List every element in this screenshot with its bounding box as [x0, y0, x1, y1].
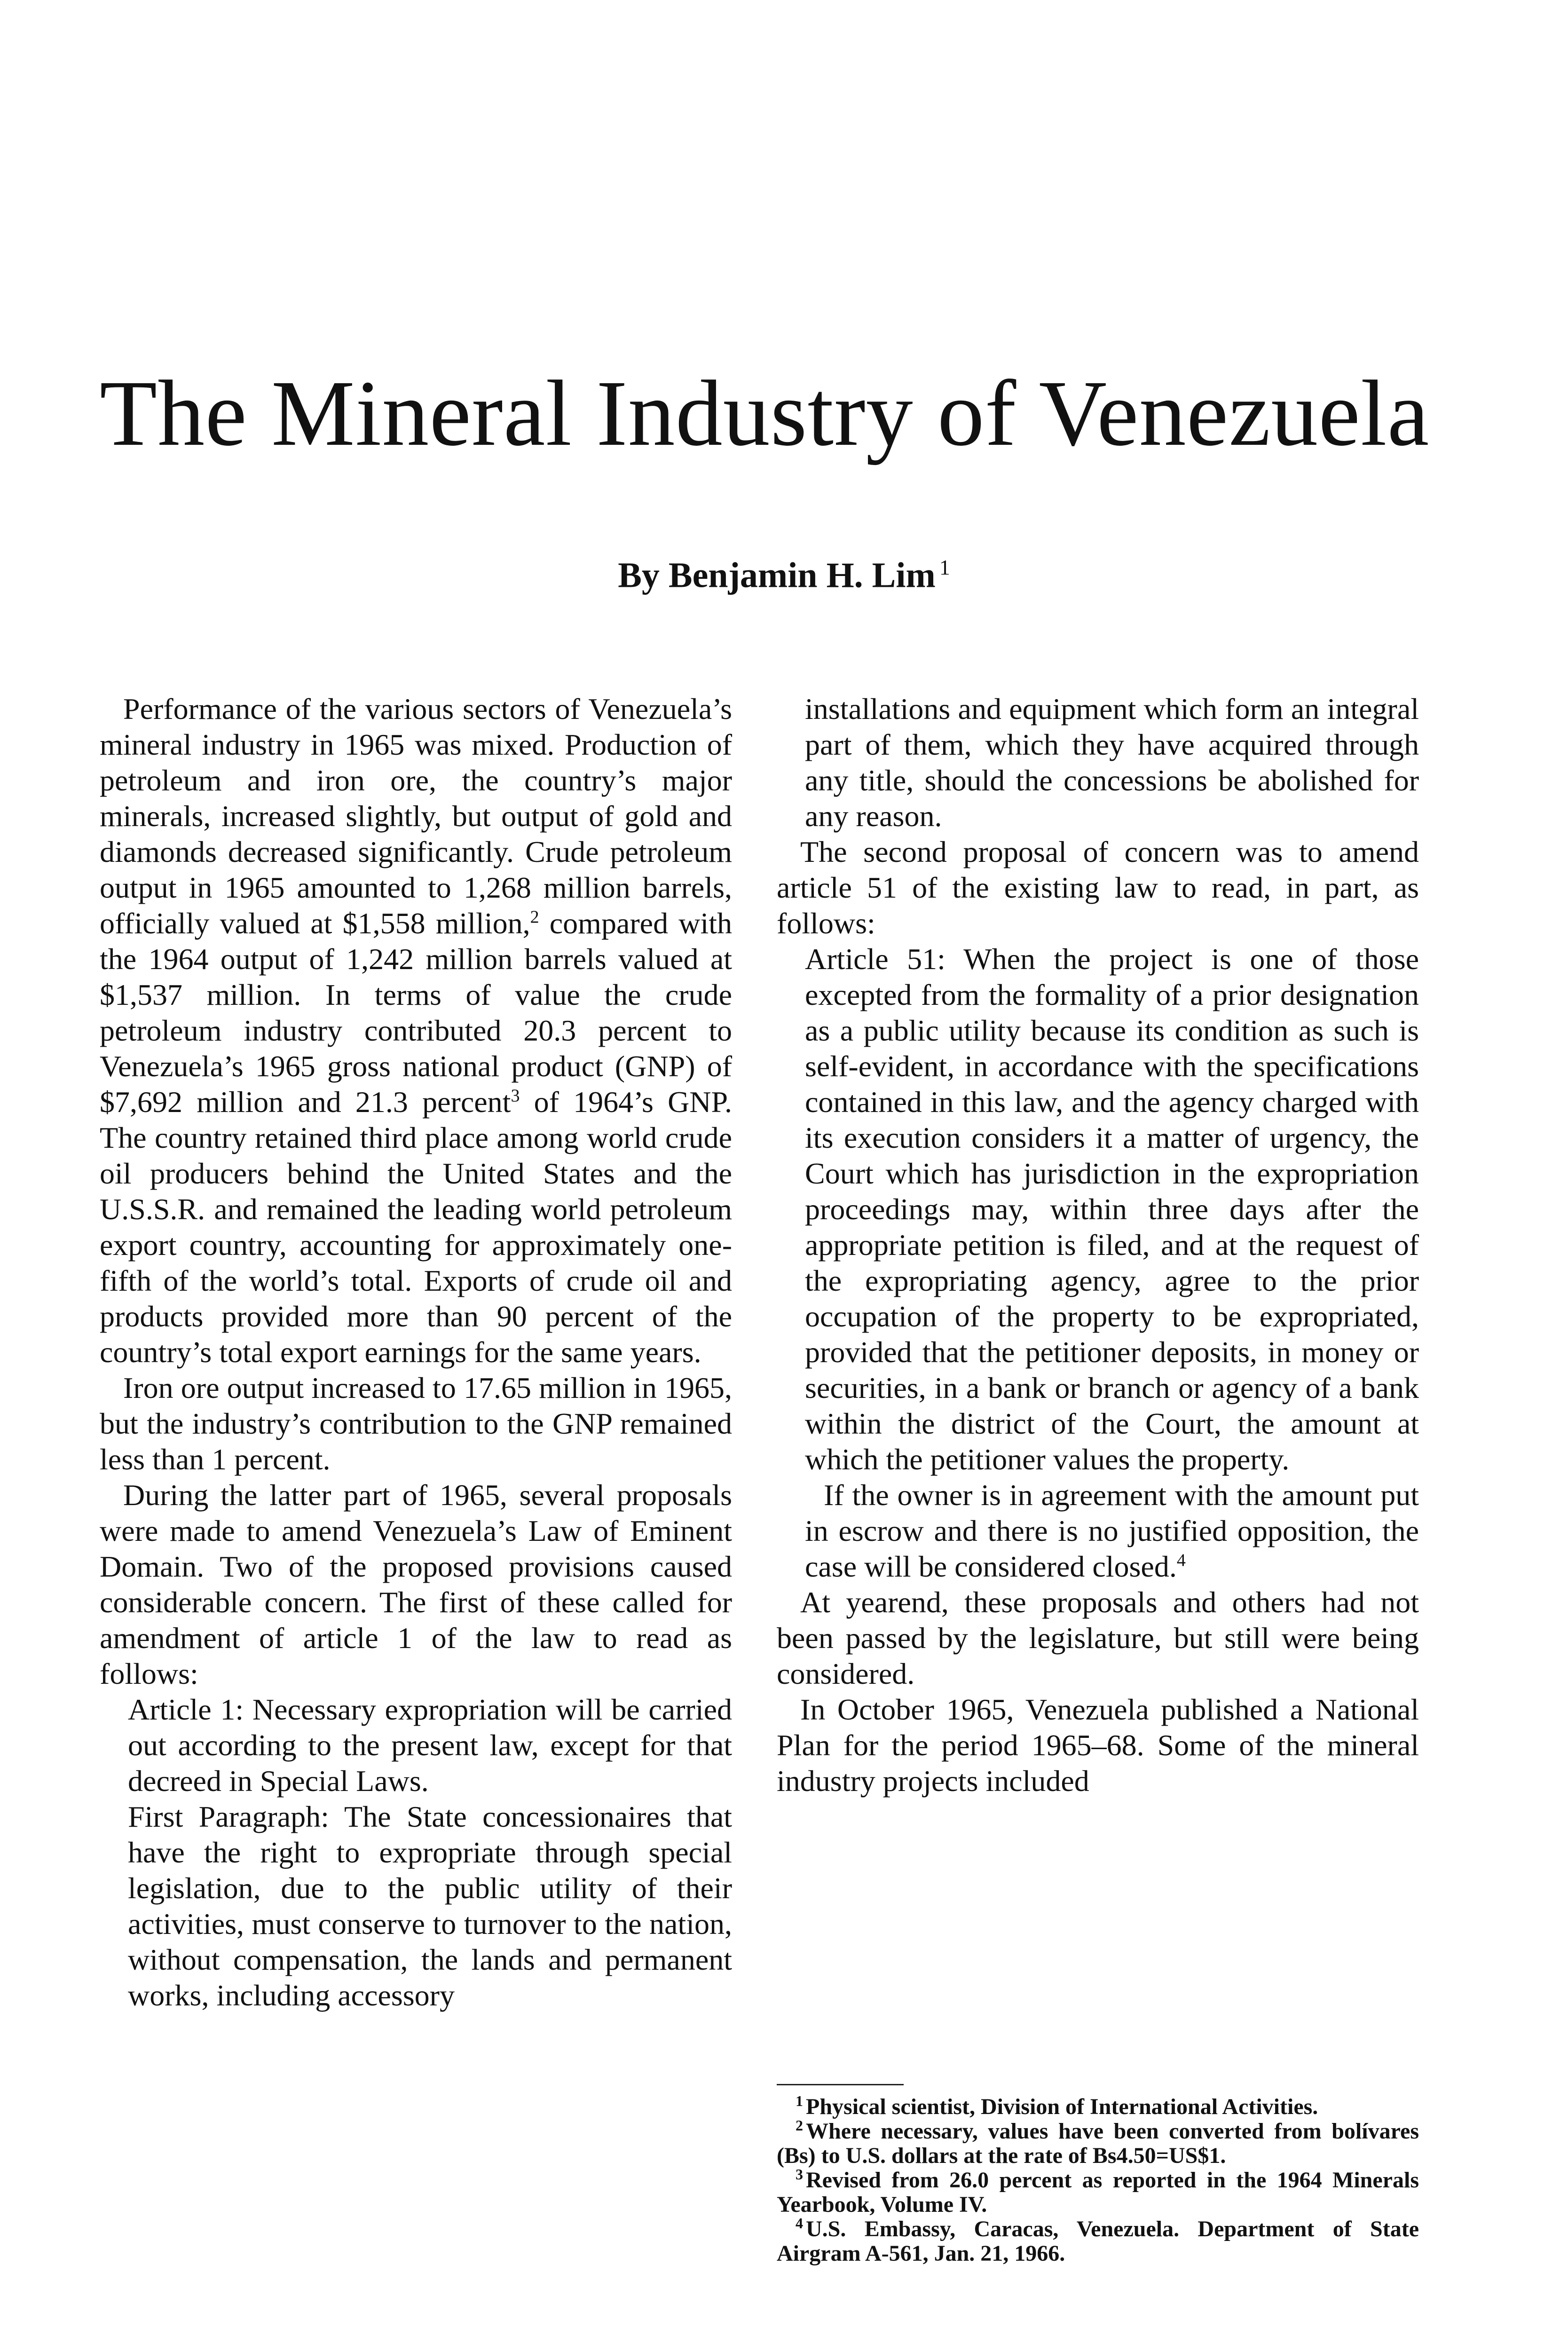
footnote-mark: 4	[796, 2215, 803, 2232]
footnote-mark: 1	[796, 2092, 803, 2109]
footnote-mark: 2	[796, 2117, 803, 2134]
paragraph-yearend: At yearend, these proposals and others had not been passed by the legislature, but still were being considered.	[777, 1586, 1419, 1690]
author-footnote-marker: 1	[939, 555, 950, 579]
footnote-mark: 3	[796, 2166, 803, 2183]
quote-article-51: Article 51: When the project is one of those excepted from the formality of a prior designation as a public utility because its condition as such is self-evident, in accordance with the specifications contained in this law, and the agency charged with its execution considers it a matter of urgency, the Court which has jurisdiction in the expropriation proceedings may, within three days after the appropriate petition is filed, and at the request of the expropriating agency, agree to the prior occupation of the property to be expropriated, provided that the petitioner deposits, in money or securities, in a bank or branch or agency of a bank within the district of the Court, the amount at which the petitioner values the property.	[805, 942, 1419, 1476]
footnote-text: Where necessary, values have been converted from bolívares (Bs) to U.S. dollars at the rate of Bs4.50=US$1.	[777, 2119, 1419, 2168]
paragraph-iron-ore: Iron ore output increased to 17.65 million in 1965, but the industry’s contribution to the GNP remained less than 1 percent.	[100, 1371, 732, 1476]
quote-article-1: Article 1: Necessary expropriation will be carried out according to the present law, except for that decreed in Special Laws.	[128, 1693, 732, 1798]
footnote-item	[777, 2217, 1419, 2266]
footnote-text: Revised from 26.0 percent as reported in the 1964 Minerals Yearbook, Volume IV.	[777, 2168, 1419, 2217]
quote-first-paragraph: First Paragraph: The State concessionaires that have the right to expropriate through special legislation, due to the public utility of their activities, must conserve to turnover to the nation, without compensation, the lands and permanent works, including accessory	[128, 1800, 732, 2012]
quote-first-paragraph-continued: installations and equipment which form an integral part of them, which they have acquired through any title, should the concessions be abolished for any reason.	[805, 692, 1419, 833]
quote-owner-agreement-text: If the owner is in agreement with the amount put in escrow and there is no justified opposition, the case will be considered closed.	[805, 1478, 1419, 1583]
footnote-text: U.S. Embassy, Caracas, Venezuela. Department of State Airgram A-561, Jan. 21, 1966.	[777, 2217, 1419, 2266]
author-byline	[0, 555, 1568, 596]
paragraph-national-plan: In October 1965, Venezuela published a National Plan for the period 1965–68. Some of the mineral industry projects included	[777, 1693, 1419, 1798]
paragraph-second-proposal: The second proposal of concern was to amend article 51 of the existing law to read, in part, as follows:	[777, 835, 1419, 940]
quote-owner-agreement	[805, 1477, 1419, 1585]
author-name: By Benjamin H. Lim	[618, 555, 936, 595]
footnote-item	[777, 2092, 1419, 2119]
footnote-marker-3: 3	[511, 1086, 520, 1106]
paragraph-overview-text-b: compared with the 1964 output of 1,242 million barrels valued at $1,537 million. In terms of value the crude petroleum industry contributed 20.3 percent to Venezuela’s 1965 gross national product (GNP) of $7,692 million and 21.3 percent	[100, 907, 733, 1119]
paragraph-overview-text-c: of 1964’s GNP. The country retained third place among world crude oil producers behind the United States and the U.S.S.R. and remained the leading world petroleum export country, accounting for approximately one-fifth of the world’s total. Exports of crude oil and products provided more than 90 percent of the country’s total export earnings for the same years.	[100, 1085, 733, 1369]
footnote-text: Physical scientist, Division of International Activities.	[806, 2094, 1318, 2119]
page-title: The Mineral Industry of Venezuela	[100, 362, 1430, 465]
footnote-marker-2: 2	[530, 907, 539, 927]
footnote-marker-4: 4	[1176, 1550, 1186, 1570]
footnote-divider	[777, 2084, 904, 2085]
paragraph-overview	[100, 691, 732, 1370]
footnote-item	[777, 2168, 1419, 2217]
left-column	[100, 691, 732, 2013]
footnotes	[777, 2092, 1419, 2266]
paragraph-eminent-domain: During the latter part of 1965, several proposals were made to amend Venezuela’s Law of Eminent Domain. Two of the proposed provisions caused considerable concern. The first of these called for amendment of article 1 of the law to read as follows:	[100, 1478, 732, 1690]
footnote-item	[777, 2119, 1419, 2168]
paragraph-overview-text-a: Performance of the various sectors of Venezuela’s mineral industry in 1965 was mixed. Production of petroleum and iron ore, the country’s major minerals, increased slightly, but output of gold and diamonds decreased significantly. Crude petroleum output in 1965 amounted to 1,268 million barrels, officially valued at $1,558 million,	[100, 692, 732, 940]
right-column	[777, 691, 1419, 1799]
